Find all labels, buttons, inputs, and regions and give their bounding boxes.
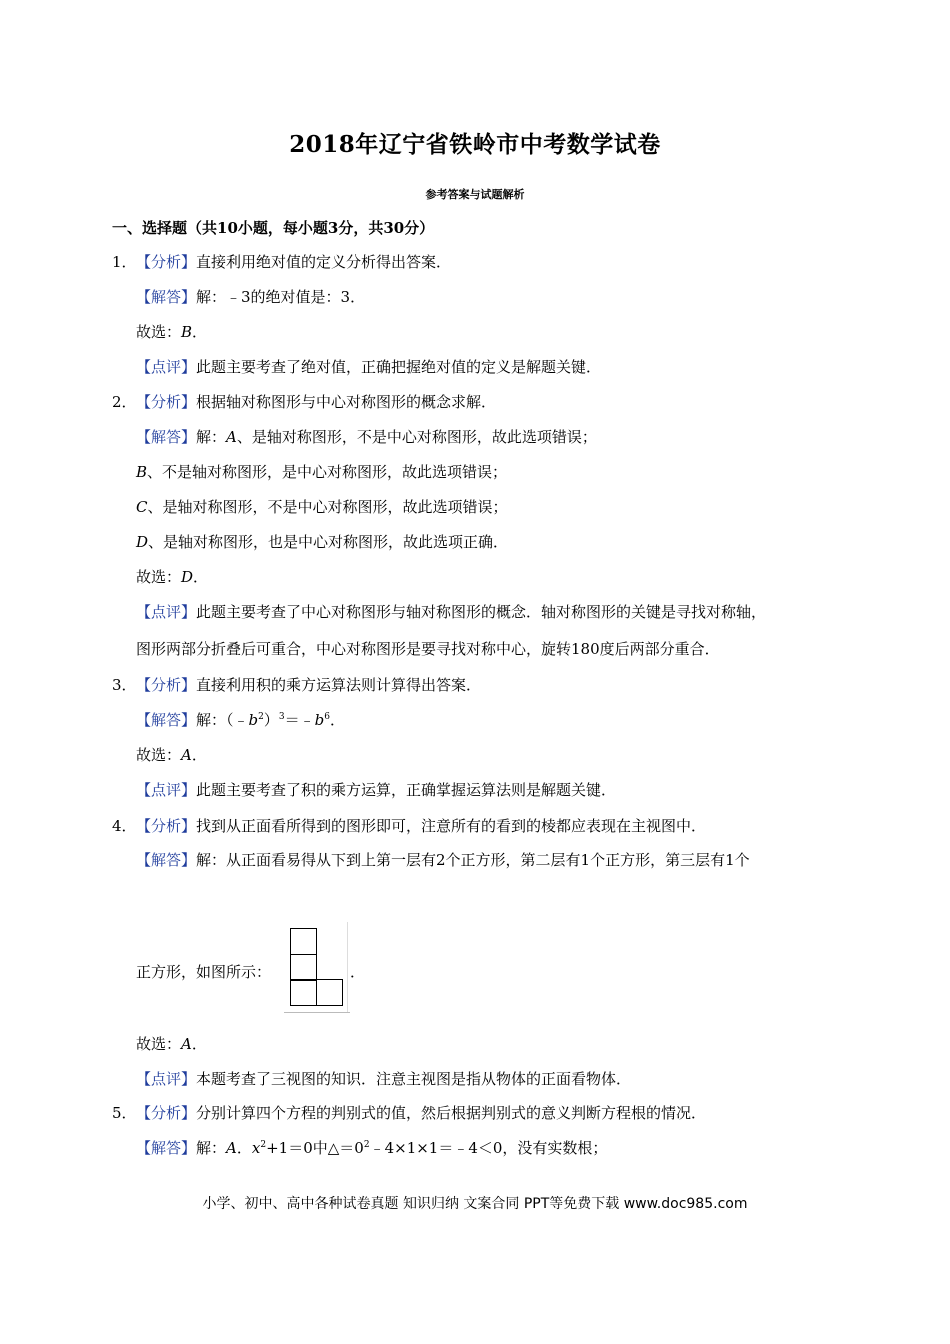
q4-comment-text: 本题考查了三视图的知识．注意主视图是指从物体的正面看物体． [196, 1070, 632, 1088]
square-bottom-left [290, 979, 317, 1006]
choice-prefix: 故选： [136, 323, 182, 341]
document-title: 2018年辽宁省铁岭市中考数学试卷 [289, 131, 661, 158]
comment-tag: 【点评】 [136, 1070, 197, 1088]
figure-frame-line [347, 922, 348, 1012]
formula-variable: b [314, 711, 325, 729]
answer-tag: 【解答】 [136, 1139, 197, 1157]
formula-variable: x [251, 1139, 261, 1157]
option-text: 、是轴对称图形，也是中心对称图形，故此选项正确． [148, 533, 509, 551]
formula-exponent: 6 [324, 712, 330, 722]
option-letter: B [136, 463, 148, 481]
choice-suffix: ． [191, 746, 207, 764]
choice-prefix: 故选： [136, 568, 182, 586]
option-letter: C [136, 498, 148, 516]
q5-analysis-text: 分别计算四个方程的判别式的值，然后根据判别式的意义判断方程根的情况． [196, 1104, 707, 1122]
q2-answer-line-c [136, 497, 508, 517]
q4-answer-text: 解：从正面看易得从下到上第一层有2个正方形，第二层有1个正方形，第三层有1个 [196, 851, 750, 869]
q5-answer-line [136, 1138, 607, 1158]
formula-exponent: 2 [260, 1140, 267, 1150]
formula-part: ﹣4×1×1＝﹣4＜0，没有实数根； [369, 1139, 608, 1157]
analysis-tag: 【分析】 [136, 393, 197, 411]
formula-part: 解：（﹣ [196, 711, 249, 729]
choice-letter: D [181, 568, 194, 586]
choice-letter: A [181, 746, 192, 764]
q3-comment-line [136, 780, 616, 800]
choice-prefix: 故选： [136, 1035, 182, 1053]
q2-answer-line-d [136, 532, 508, 552]
answer-tag: 【解答】 [136, 851, 197, 869]
q2-comment-line-1 [136, 602, 766, 622]
formula-part: ） [263, 711, 279, 729]
q2-answer-line-a [136, 427, 597, 447]
option-letter: A [226, 428, 237, 446]
q1-comment-text: 此题主要考查了绝对值，正确把握绝对值的定义是解题关键． [196, 358, 602, 376]
square-bottom-right [316, 979, 343, 1006]
formula-part: ＝﹣ [284, 711, 315, 729]
option-letter: D [136, 533, 149, 551]
question-number: 3． [112, 676, 137, 694]
document-subtitle: 参考答案与试题解析 [425, 188, 525, 201]
q3-analysis-text: 直接利用积的乘方运算法则计算得出答案． [196, 676, 482, 694]
formula-exponent: 3 [278, 712, 285, 722]
front-view-figure [284, 922, 350, 1014]
q4-figure-lead [136, 962, 271, 982]
page-footer: 小学、初中、高中各种试卷真题 知识归纳 文案合同 PPT等免费下载 www.doc985.com [202, 1196, 748, 1212]
choice-suffix: ． [192, 323, 208, 341]
analysis-tag: 【分析】 [136, 817, 197, 835]
formula-variable: b [248, 711, 259, 729]
q3-choice-line [136, 745, 207, 765]
question-number: 2． [112, 393, 137, 411]
q2-choice-line [136, 567, 208, 587]
answer-prefix: 解： [196, 1139, 227, 1157]
q1-answer-line [136, 287, 365, 307]
section-heading: 一、选择题（共10小题，每小题3分，共30分） [112, 219, 435, 237]
q3-analysis-line [112, 675, 481, 695]
q2-comment-text-1: 此题主要考查了中心对称图形与轴对称图形的概念．轴对称图形的关键是寻找对称轴， [196, 603, 767, 621]
analysis-tag: 【分析】 [136, 253, 197, 271]
q2-analysis-text: 根据轴对称图形与中心对称图形的概念求解． [196, 393, 497, 411]
question-number: 4． [112, 817, 137, 835]
q3-answer-line [136, 710, 345, 730]
q1-analysis-line [112, 252, 451, 272]
q4-analysis-line [112, 816, 706, 836]
q1-analysis-text: 直接利用绝对值的定义分析得出答案． [196, 253, 452, 271]
formula-part: ． [236, 1139, 252, 1157]
figure-end-text: ． [350, 963, 366, 981]
choice-letter: B [181, 323, 193, 341]
q4-choice-line [136, 1034, 207, 1054]
formula-exponent: 2 [258, 712, 264, 722]
choice-suffix: ． [193, 568, 209, 586]
question-number: 1． [112, 253, 137, 271]
q2-comment-text-2: 图形两部分折叠后可重合，中心对称图形是要寻找对称中心，旋转180度后两部分重合． [136, 640, 720, 658]
q2-answer-line-b [136, 462, 507, 482]
q5-analysis-line [112, 1103, 706, 1123]
answer-prefix: 解： [196, 428, 227, 446]
formula-part: +1＝0中△＝0 [266, 1139, 364, 1157]
comment-tag: 【点评】 [136, 603, 197, 621]
question-number: 5． [112, 1104, 137, 1122]
q1-answer-text: 解：﹣3的绝对值是：3． [196, 288, 366, 306]
option-letter: A [226, 1139, 237, 1157]
formula-part: ． [329, 711, 345, 729]
q4-answer-line [136, 850, 750, 870]
q1-comment-line [136, 357, 601, 377]
q3-comment-text: 此题主要考查了积的乘方运算，正确掌握运算法则是解题关键． [196, 781, 617, 799]
q4-comment-line [136, 1069, 631, 1089]
q4-figure-end [350, 962, 365, 982]
analysis-tag: 【分析】 [136, 676, 197, 694]
q4-analysis-text: 找到从正面看所得到的图形即可，注意所有的看到的棱都应表现在主视图中． [196, 817, 707, 835]
answer-tag: 【解答】 [136, 428, 197, 446]
q1-choice-line [136, 322, 207, 342]
choice-suffix: ． [191, 1035, 207, 1053]
q2-comment-line-2 [136, 639, 720, 659]
option-text: 、是轴对称图形，不是中心对称图形，故此选项错误； [236, 428, 597, 446]
option-text: 、是轴对称图形，不是中心对称图形，故此选项错误； [147, 498, 508, 516]
comment-tag: 【点评】 [136, 781, 197, 799]
figure-frame-line [284, 1012, 350, 1013]
comment-tag: 【点评】 [136, 358, 197, 376]
figure-lead-text: 正方形，如图所示： [136, 963, 272, 981]
choice-letter: A [181, 1035, 192, 1053]
answer-tag: 【解答】 [136, 711, 197, 729]
square-top [290, 928, 317, 955]
formula-exponent: 2 [363, 1140, 370, 1150]
choice-prefix: 故选： [136, 746, 182, 764]
analysis-tag: 【分析】 [136, 1104, 197, 1122]
square-middle [290, 954, 317, 981]
q2-analysis-line [112, 392, 496, 412]
option-text: 、不是轴对称图形，是中心对称图形，故此选项错误； [147, 463, 508, 481]
answer-tag: 【解答】 [136, 288, 197, 306]
